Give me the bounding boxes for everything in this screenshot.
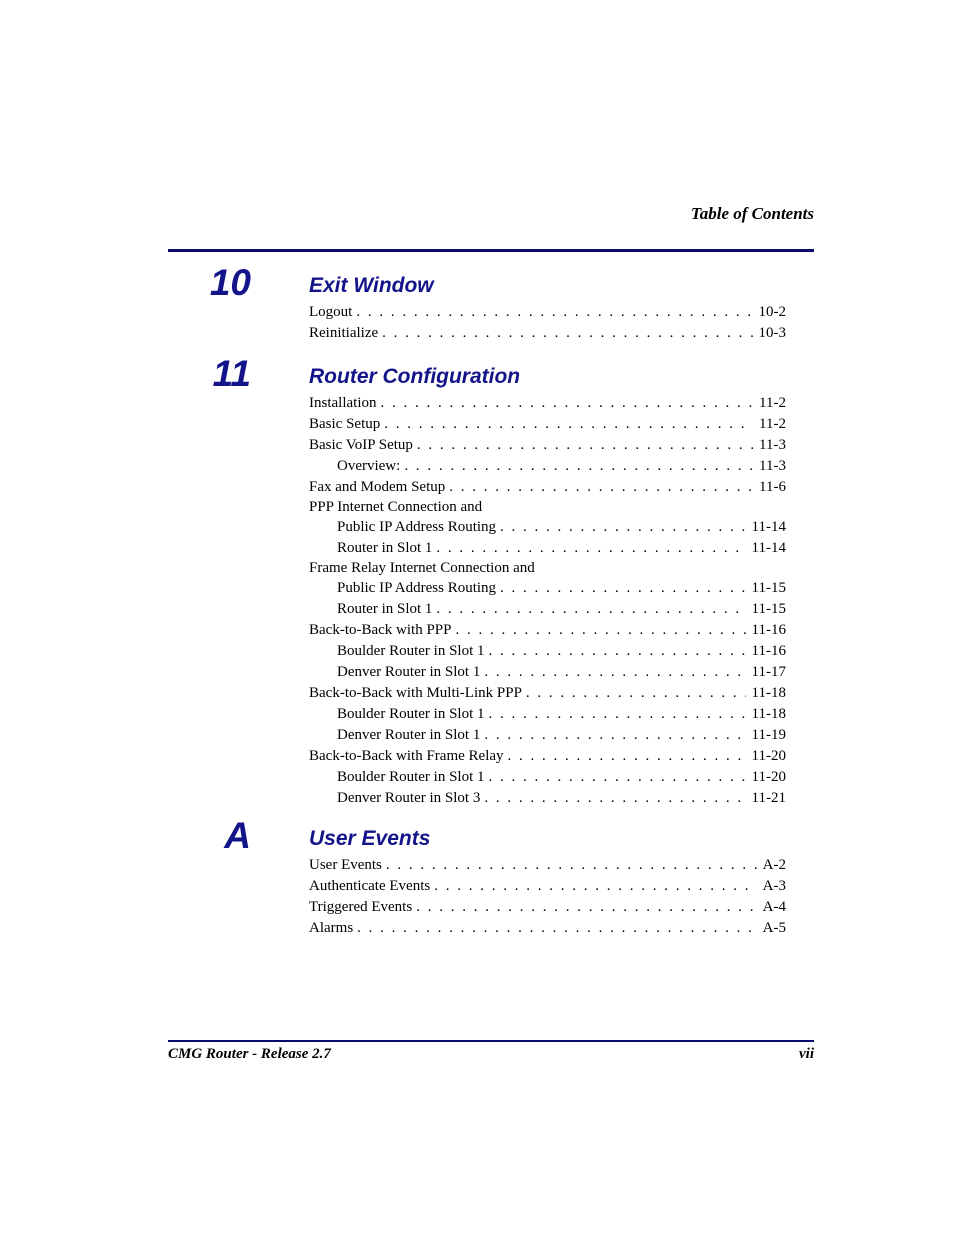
dot-leader: [489, 704, 746, 725]
toc-entry-page: 11-14: [751, 540, 786, 556]
toc-entry-page: 11-16: [751, 622, 786, 638]
dot-leader: [484, 725, 745, 746]
footer-document-title: CMG Router - Release 2.7: [168, 1046, 331, 1062]
toc-entry-page: 10-2: [758, 304, 786, 320]
dot-leader: [484, 662, 745, 683]
toc-heading-line: [309, 559, 786, 578]
toc-entries: [309, 855, 786, 939]
toc-entry-text: Denver Router in Slot 3: [337, 790, 481, 806]
dot-leader: [384, 414, 753, 435]
toc-entry[interactable]: [309, 897, 786, 918]
toc-entry[interactable]: [309, 578, 786, 599]
chapter-number: A: [224, 815, 251, 856]
dot-leader: [382, 323, 752, 344]
toc-entry-page: 11-2: [759, 395, 786, 411]
chapter-title[interactable]: Router Configuration: [309, 365, 521, 388]
toc-entry-text: Basic VoIP Setup: [309, 437, 413, 453]
dot-leader: [436, 538, 745, 559]
dot-leader: [489, 767, 746, 788]
dot-leader: [434, 876, 756, 897]
toc-entry-text: PPP Internet Connection and: [309, 499, 483, 515]
chapter-number: 11: [212, 353, 251, 394]
toc-entry[interactable]: [309, 855, 786, 876]
toc-entries: [309, 393, 786, 809]
toc-entry[interactable]: [309, 435, 786, 456]
toc-entry-text: Router in Slot 1: [337, 601, 433, 617]
toc-entry-text: Fax and Modem Setup: [309, 479, 446, 495]
dot-leader: [489, 641, 746, 662]
toc-entries: [309, 302, 786, 344]
toc-entry-page: 11-17: [751, 664, 786, 680]
dot-leader: [386, 855, 757, 876]
chapter-number: 10: [209, 262, 251, 303]
toc-entry-page: 11-20: [751, 769, 786, 785]
top-rule: [168, 249, 814, 252]
chapter-title[interactable]: User Events: [309, 827, 431, 850]
toc-entry-text: Triggered Events: [309, 899, 413, 915]
toc-entry[interactable]: [309, 767, 786, 788]
toc-entry-page: 11-16: [751, 643, 786, 659]
toc-entry-text: Router in Slot 1: [337, 540, 433, 556]
dot-leader: [381, 393, 754, 414]
toc-entry-page: 11-18: [751, 685, 786, 701]
dot-leader: [404, 456, 753, 477]
toc-entry-text: Boulder Router in Slot 1: [337, 769, 485, 785]
toc-entry-text: Alarms: [309, 920, 354, 936]
toc-entry[interactable]: [309, 725, 786, 746]
toc-entry-page: 11-15: [751, 580, 786, 596]
dot-leader: [456, 620, 746, 641]
toc-entry-text: Public IP Address Routing: [337, 580, 497, 596]
toc-entry-text: Installation: [309, 395, 377, 411]
toc-entry-text: Boulder Router in Slot 1: [337, 706, 485, 722]
toc-entry[interactable]: [309, 517, 786, 538]
toc-entry-page: 11-19: [751, 727, 786, 743]
toc-entry[interactable]: [309, 662, 786, 683]
toc-entry[interactable]: [309, 414, 786, 435]
toc-entry-text: Public IP Address Routing: [337, 519, 497, 535]
toc-entry-page: 11-18: [751, 706, 786, 722]
toc-entry[interactable]: [309, 704, 786, 725]
dot-leader: [500, 578, 746, 599]
dot-leader: [416, 897, 756, 918]
toc-entry[interactable]: [309, 393, 786, 414]
toc-entry[interactable]: [309, 918, 786, 939]
toc-entry-page: 11-3: [759, 458, 786, 474]
dot-leader: [508, 746, 746, 767]
toc-entry-page: 10-3: [758, 325, 786, 341]
toc-entry-text: Authenticate Events: [309, 878, 431, 894]
toc-entry-text: Boulder Router in Slot 1: [337, 643, 485, 659]
toc-entry-page: 11-14: [751, 519, 786, 535]
dot-leader: [484, 788, 745, 809]
toc-entry-text: Reinitialize: [309, 325, 379, 341]
dot-leader: [357, 918, 757, 939]
toc-entry-page: A-5: [762, 920, 786, 936]
toc-entry-text: Denver Router in Slot 1: [337, 727, 481, 743]
toc-entry[interactable]: [309, 620, 786, 641]
toc-entry[interactable]: [309, 683, 786, 704]
toc-entry-text: User Events: [309, 857, 382, 873]
toc-entry-page: 11-15: [751, 601, 786, 617]
toc-entry-page: 11-21: [751, 790, 786, 806]
toc-entry[interactable]: [309, 746, 786, 767]
toc-entry-page: 11-20: [751, 748, 786, 764]
toc-entry-page: A-2: [762, 857, 786, 873]
toc-entry-text: Basic Setup: [309, 416, 381, 432]
toc-entry-text: Overview:: [337, 458, 401, 474]
toc-entry-page: 11-2: [759, 416, 786, 432]
dot-leader: [356, 302, 752, 323]
toc-entry[interactable]: [309, 876, 786, 897]
toc-entry[interactable]: [309, 456, 786, 477]
dot-leader: [449, 477, 753, 498]
toc-entry[interactable]: [309, 538, 786, 559]
toc-entry-text: Denver Router in Slot 1: [337, 664, 481, 680]
toc-entry[interactable]: [309, 323, 786, 344]
toc-entry-text: Back-to-Back with Frame Relay: [309, 748, 504, 764]
toc-entry[interactable]: [309, 788, 786, 809]
dot-leader: [526, 683, 746, 704]
running-head-title: Table of Contents: [690, 204, 814, 223]
dot-leader: [417, 435, 753, 456]
footer-page-number: vii: [799, 1046, 814, 1062]
toc-entry[interactable]: [309, 641, 786, 662]
toc-heading-line: [309, 498, 786, 517]
dot-leader: [500, 517, 746, 538]
toc-entry-text: Logout: [309, 304, 353, 320]
toc-entry-text: Frame Relay Internet Connection and: [309, 560, 535, 576]
toc-entry[interactable]: [309, 302, 786, 323]
toc-entry-page: A-4: [762, 899, 786, 915]
toc-entry[interactable]: [309, 599, 786, 620]
toc-entry-text: Back-to-Back with PPP: [309, 622, 452, 638]
dot-leader: [436, 599, 745, 620]
toc-entry-page: 11-6: [759, 479, 786, 495]
bottom-rule: [168, 1040, 814, 1042]
toc-entry[interactable]: [309, 477, 786, 498]
toc-entry-text: Back-to-Back with Multi-Link PPP: [309, 685, 522, 701]
chapter-title[interactable]: Exit Window: [309, 274, 434, 297]
toc-entry-page: A-3: [762, 878, 786, 894]
toc-entry-page: 11-3: [759, 437, 786, 453]
